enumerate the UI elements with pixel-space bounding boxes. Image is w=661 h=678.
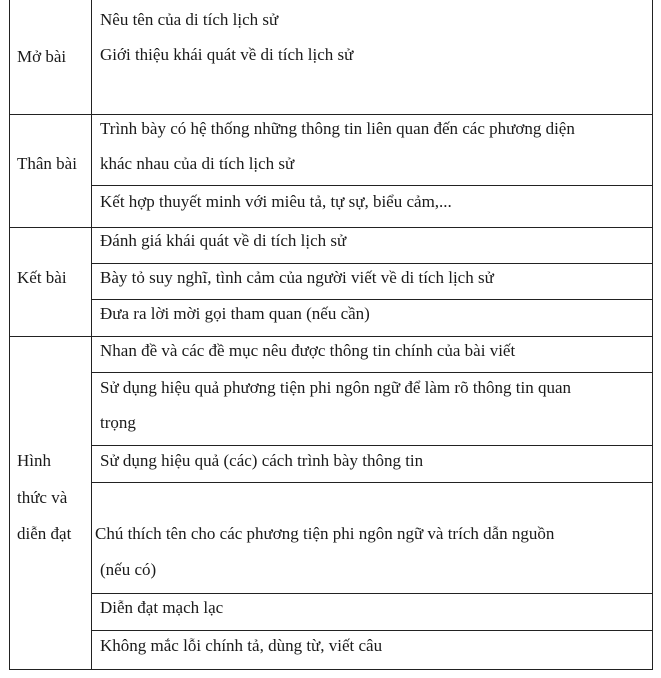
table-border-right (652, 0, 653, 670)
criterion-text: Sử dụng hiệu quả phương tiện phi ngôn ngữ để làm rõ thông tin quan (100, 378, 572, 397)
row-divider (91, 593, 653, 594)
section-divider (9, 114, 653, 115)
criterion-text: (nếu có) (100, 560, 157, 579)
section-label-hinh-thuc: Hình (17, 451, 51, 470)
column-divider (91, 0, 92, 670)
table-border-left (9, 0, 10, 670)
table-border-bottom (9, 669, 653, 670)
section-label-mo-bai: Mở bài (17, 47, 67, 66)
criterion-text: Diễn đạt mạch lạc (100, 598, 224, 617)
criterion-text: Không mắc lỗi chính tả, dùng từ, viết câu (100, 636, 383, 655)
row-divider (91, 299, 653, 300)
criterion-text: Nhan đề và các đề mục nêu được thông tin chính của bài viết (100, 341, 516, 360)
criterion-text: Sử dụng hiệu quả (các) cách trình bày thông tin (100, 451, 424, 470)
criterion-text: Đưa ra lời mời gọi tham quan (nếu cần) (100, 304, 370, 323)
criterion-text: trọng (100, 413, 136, 432)
row-divider (91, 445, 653, 446)
section-label-hinh-thuc: diễn đạt (17, 524, 72, 543)
section-divider (9, 336, 653, 337)
row-divider (91, 372, 653, 373)
criterion-text: Trình bày có hệ thống những thông tin liên quan đến các phương diện (100, 119, 575, 138)
section-label-ket-bai: Kết bài (17, 268, 67, 287)
criterion-text: khác nhau của di tích lịch sử (100, 154, 295, 173)
criterion-text: Chú thích tên cho các phương tiện phi ngôn ngữ và trích dẫn nguồn (95, 524, 555, 543)
section-divider (9, 227, 653, 228)
criterion-text: Nêu tên của di tích lịch sử (100, 10, 279, 29)
row-divider (91, 482, 653, 483)
criterion-text: Giới thiệu khái quát về di tích lịch sử (100, 45, 354, 64)
criterion-text: Kết hợp thuyết minh với miêu tả, tự sự, biểu cảm,... (100, 192, 452, 211)
section-label-than-bai: Thân bài (17, 154, 77, 173)
row-divider (91, 185, 653, 186)
section-label-hinh-thuc: thức và (17, 488, 68, 507)
row-divider (91, 263, 653, 264)
criterion-text: Đánh giá khái quát về di tích lịch sử (100, 231, 347, 250)
criterion-text: Bày tỏ suy nghĩ, tình cảm của người viết về di tích lịch sử (100, 268, 494, 287)
row-divider (91, 630, 653, 631)
